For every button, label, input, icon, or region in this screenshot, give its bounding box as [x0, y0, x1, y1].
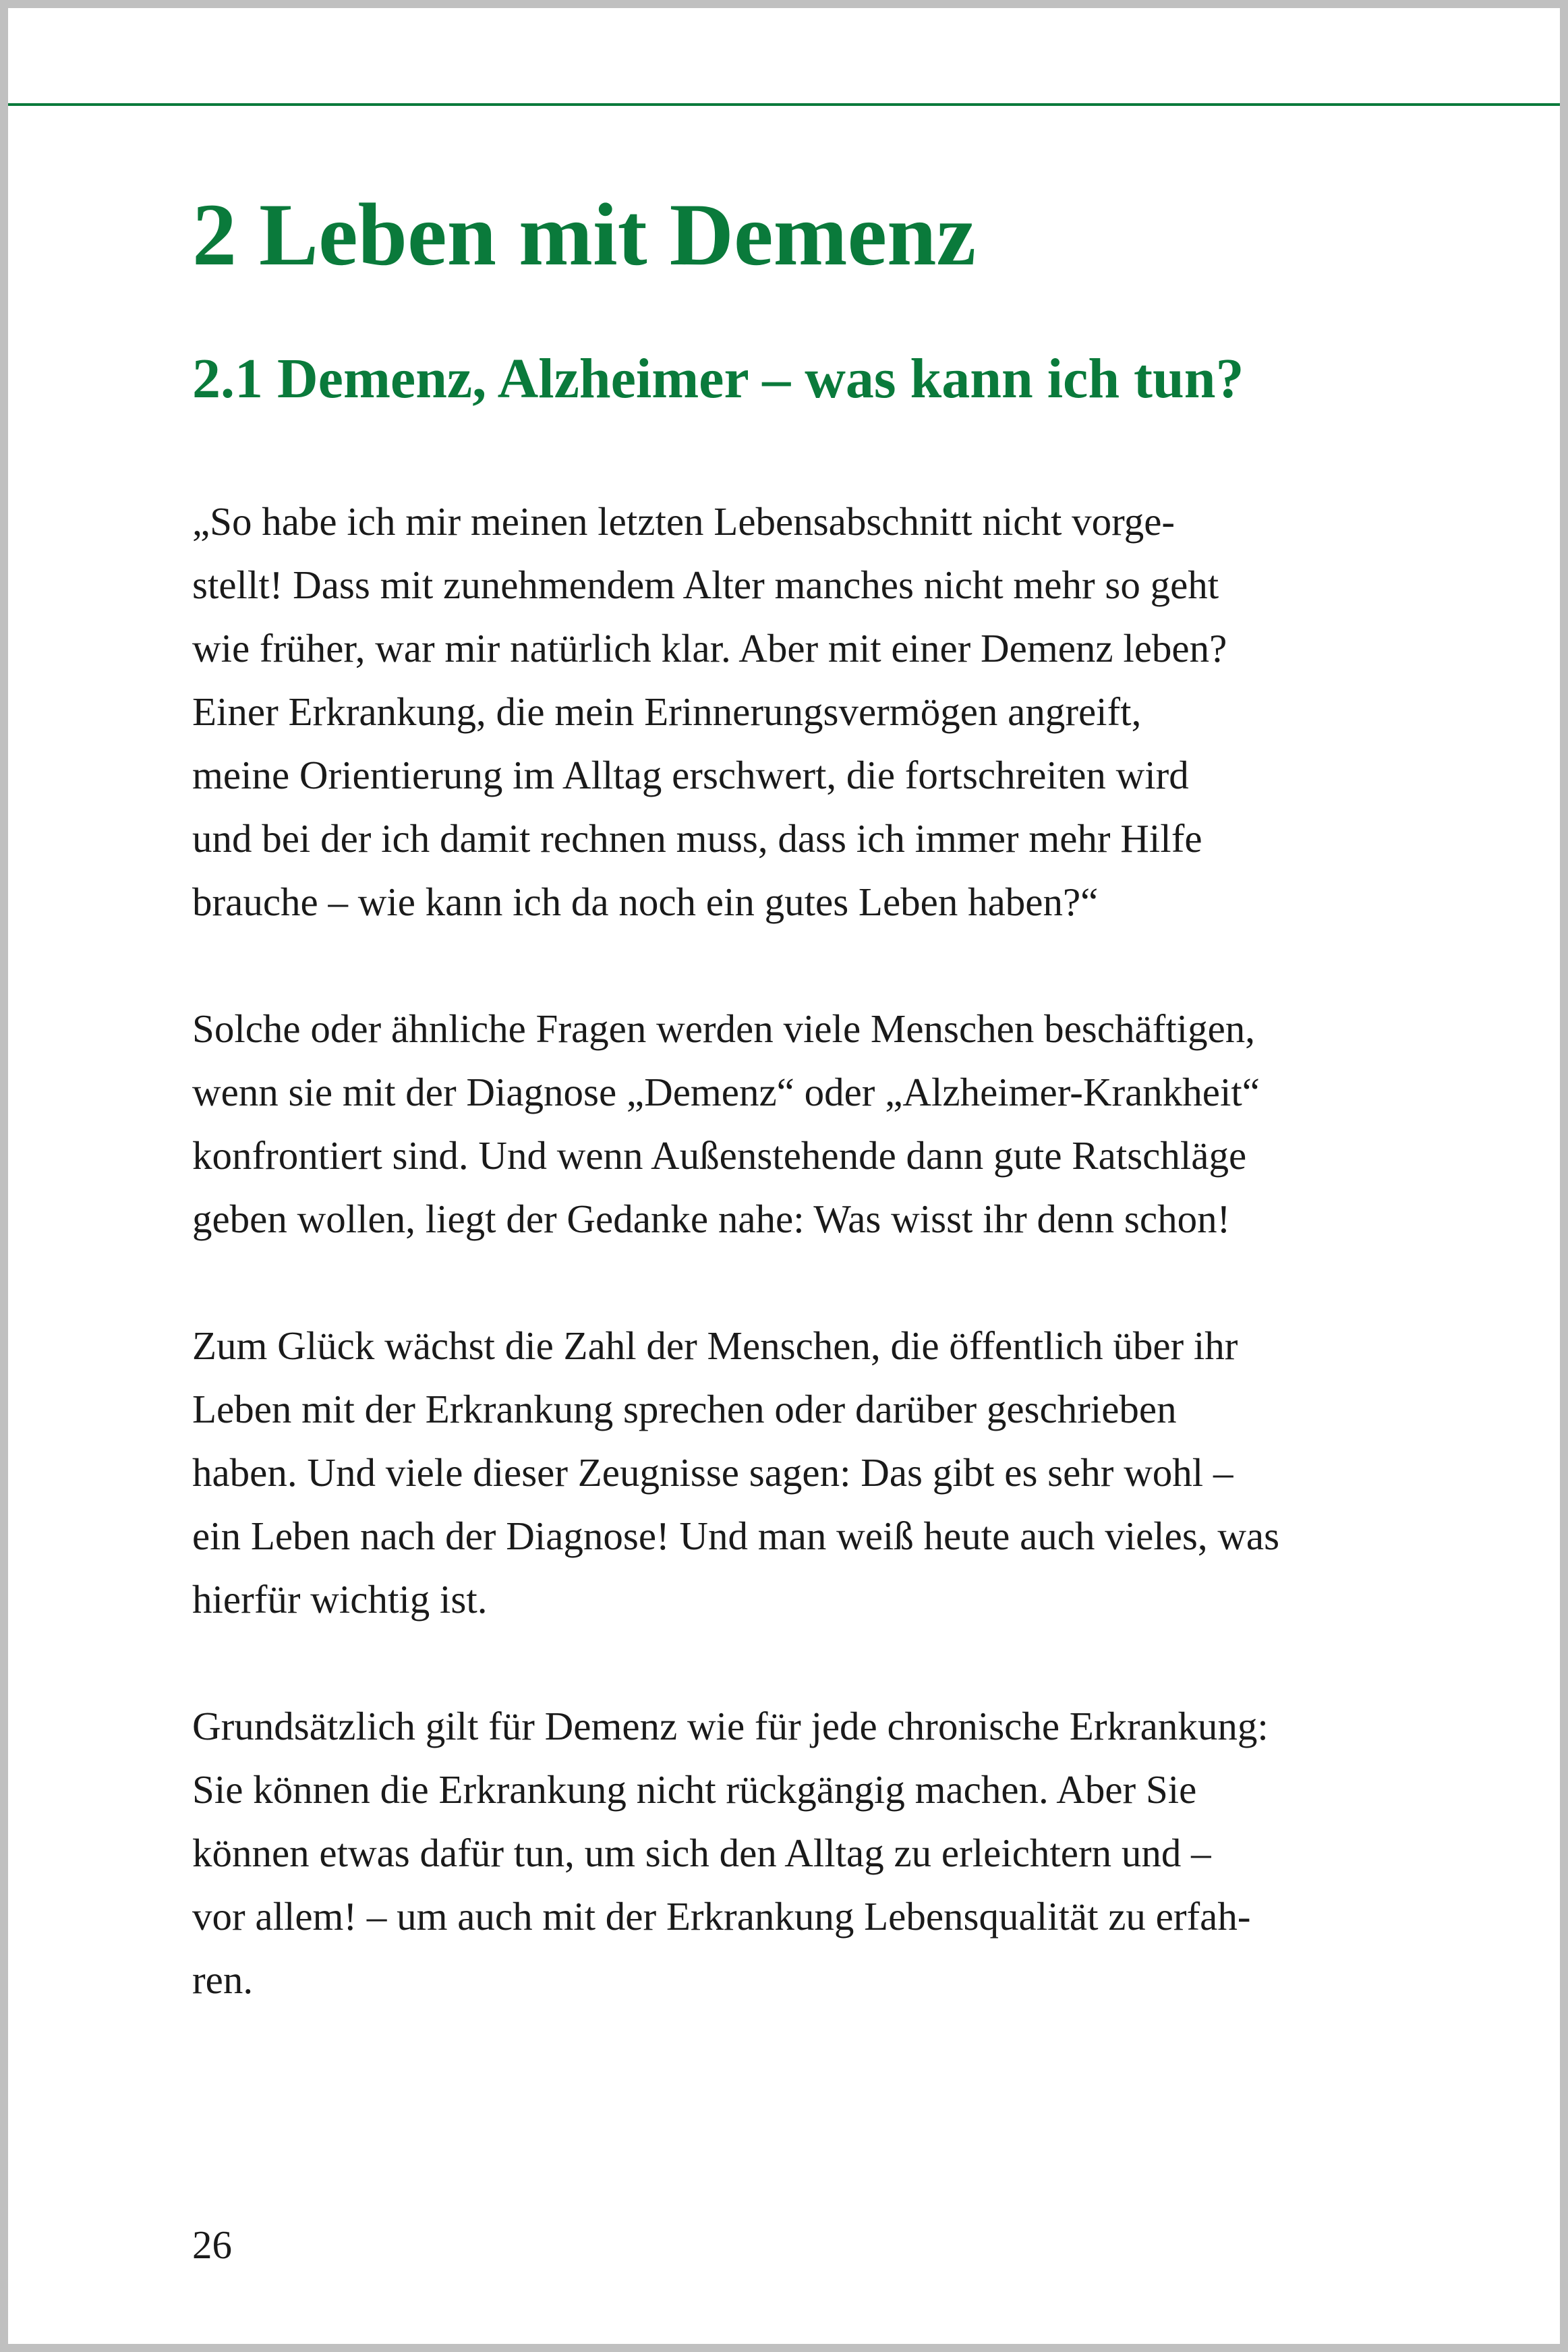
paragraph-2 [192, 997, 1279, 1251]
text-line: Solche oder ähnliche Fragen werden viele Menschen beschäftigen, [192, 1006, 1256, 1051]
text-line: Zum Glück wächst die Zahl der Menschen, die öffentlich über ihr [192, 1323, 1238, 1368]
text-line: Leben mit der Erkrankung sprechen oder darüber geschrieben [192, 1387, 1177, 1431]
text-line: Einer Erkrankung, die mein Erinnerungsvermögen angreift, [192, 689, 1142, 734]
text-line: ein Leben nach der Diagnose! Und man weiß heute auch vieles, was [192, 1514, 1280, 1558]
text-line: brauche – wie kann ich da noch ein gutes Leben haben?“ [192, 880, 1099, 924]
text-line: vor allem! – um auch mit der Erkrankung Lebensqualität zu erfah- [192, 1894, 1251, 1939]
text-line: ren. [192, 1957, 254, 2002]
paragraph-1 [192, 490, 1279, 934]
section-title: 2.1 Demenz, Alzheimer – was kann ich tun? [192, 347, 1244, 410]
text-line: hierfür wichtig ist. [192, 1577, 488, 1622]
header-rule [8, 103, 1560, 106]
text-line: können etwas dafür tun, um sich den Alltag zu erleichtern und – [192, 1831, 1211, 1875]
chapter-title: 2 Leben mit Demenz [192, 185, 977, 284]
text-line: und bei der ich damit rechnen muss, dass ich immer mehr Hilfe [192, 816, 1202, 861]
page-number: 26 [192, 2222, 232, 2267]
text-line: stellt! Dass mit zunehmendem Alter manches nicht mehr so geht [192, 563, 1219, 607]
text-line: wie früher, war mir natürlich klar. Aber mit einer Demenz leben? [192, 626, 1227, 670]
paragraph-4 [192, 1694, 1279, 2011]
text-line: „So habe ich mir meinen letzten Lebensabschnitt nicht vorge- [192, 499, 1175, 544]
body-text [192, 490, 1279, 2075]
book-page [8, 8, 1560, 2344]
text-line: geben wollen, liegt der Gedanke nahe: Was wisst ihr denn schon! [192, 1197, 1231, 1241]
paragraph-3 [192, 1314, 1279, 1631]
text-line: wenn sie mit der Diagnose „Demenz“ oder „Alzheimer-Krankheit“ [192, 1070, 1260, 1114]
text-line: haben. Und viele dieser Zeugnisse sagen: Das gibt es sehr wohl – [192, 1450, 1233, 1495]
text-line: Sie können die Erkrankung nicht rückgängig machen. Aber Sie [192, 1767, 1197, 1812]
text-line: Grundsätzlich gilt für Demenz wie für jede chronische Erkrankung: [192, 1704, 1269, 1748]
text-line: konfrontiert sind. Und wenn Außenstehende dann gute Ratschläge [192, 1133, 1247, 1178]
text-line: meine Orientierung im Alltag erschwert, die fortschreiten wird [192, 753, 1189, 797]
